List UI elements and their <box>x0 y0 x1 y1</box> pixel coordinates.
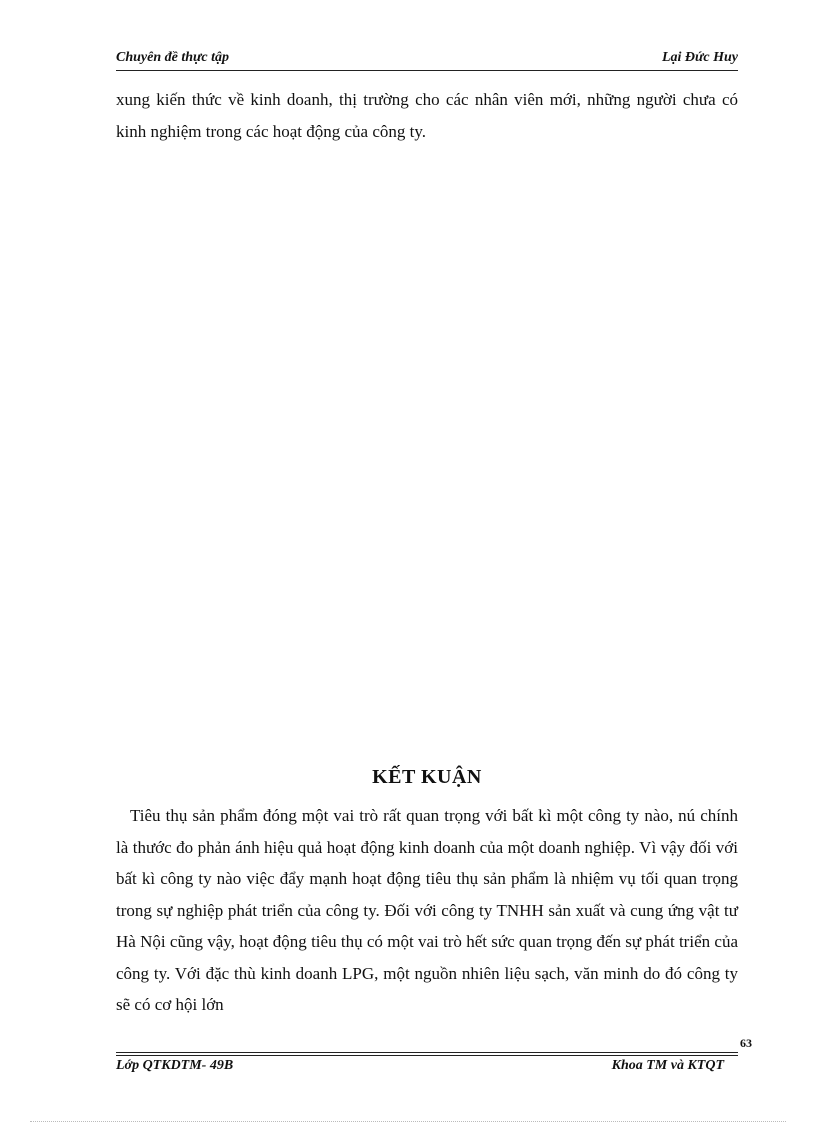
section-title: KẾT KUẬN <box>372 766 482 788</box>
footer-faculty: Khoa TM và KTQT <box>611 1058 724 1073</box>
continued-paragraph-text: xung kiến thức về kinh doanh, thị trường cho các nhân viên mới, những người chưa có kinh nghiệm trong các hoạt động của công ty. <box>116 90 738 141</box>
header-author: Lại Đức Huy <box>661 50 738 65</box>
footer-class: Lớp QTKDTM- 49B <box>116 1058 234 1073</box>
conclusion-paragraph <box>116 800 738 1021</box>
header-document-type: Chuyên đề thực tập <box>116 50 230 65</box>
conclusion-paragraph-text: Tiêu thụ sản phẩm đóng một vai trò rất quan trọng với bất kì một công ty nào, nú chính là thước đo phản ánh hiệu quả hoạt động kinh doanh của một doanh nghiệp. Vì vậy đối với bất kì công ty nào việc đẩy mạnh hoạt động tiêu thụ sản phẩm là nhiệm vụ tối quan trọng trong sự nghiệp phát triển của công ty. Đối với công ty TNHH sản xuất và cung ứng vật tư Hà Nội cũng vậy, hoạt động tiêu thụ có một vai trò hết sức quan trọng đến sự phát triển của công ty. Với đặc thù kinh doanh LPG, một nguồn nhiên liệu sạch, văn minh do đó công ty sẽ có cơ hội lớn <box>116 806 738 1014</box>
footer-divider-bottom <box>116 1055 738 1056</box>
page-footer <box>116 1058 724 1078</box>
continued-paragraph <box>116 84 738 147</box>
page-edge <box>30 1121 786 1122</box>
footer-divider-top <box>116 1052 738 1053</box>
page-header <box>116 50 738 70</box>
header-divider <box>116 70 738 71</box>
page-number: 63 <box>740 1036 752 1050</box>
